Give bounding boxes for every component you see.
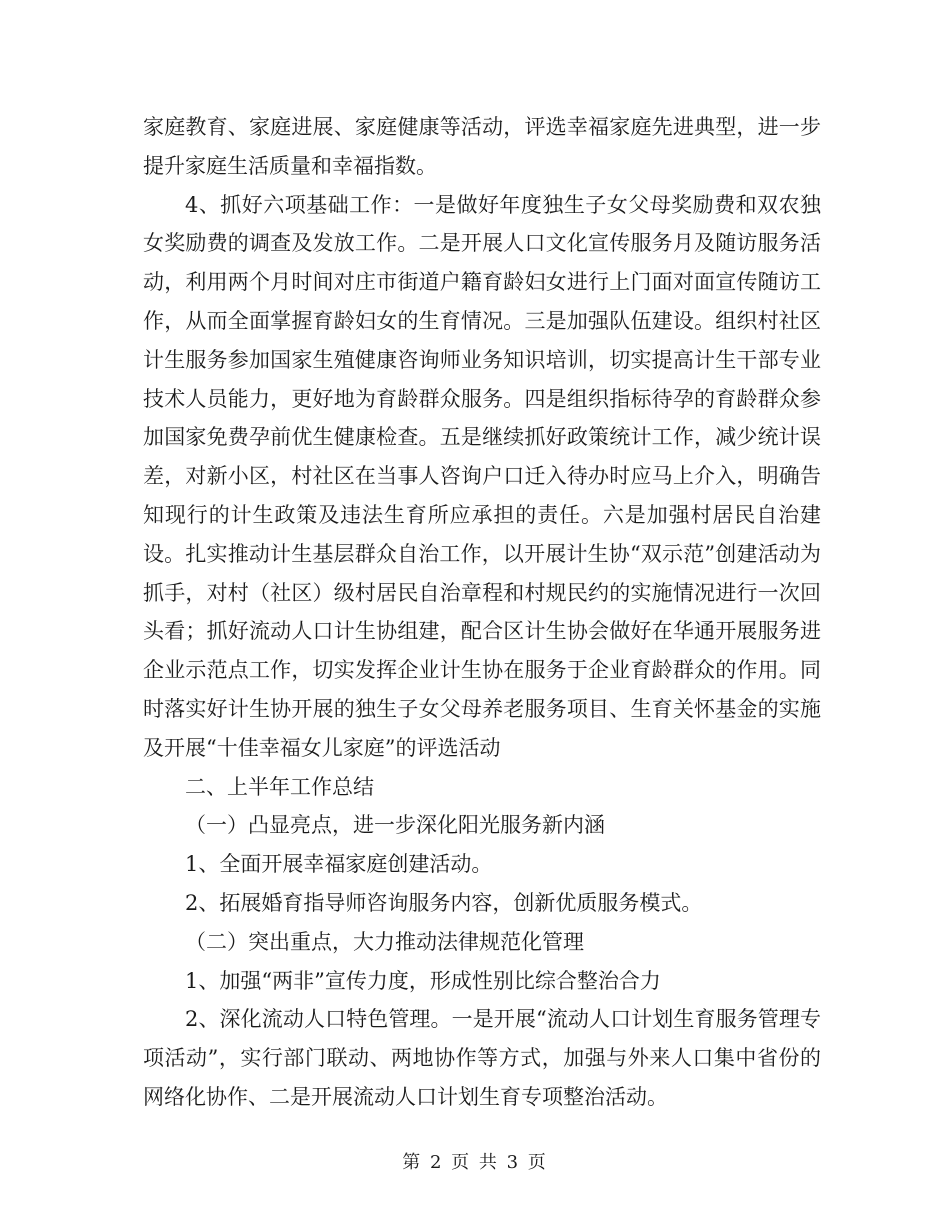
heading-half-year-summary: 二、上半年工作总结 [185,774,374,799]
list-item-happy-family: 1、全面开展幸福家庭创建活动。 [185,852,493,877]
list-item-floating-population: 2、深化流动人口特色管理。一是开展“流动人口计划生育服务管理专项活动”，实行部门联动、两地协作等方式，加强与外来人口集中省份的网络化协作、二是开展流动人口计划生育专项整治活动。 [143,1007,821,1109]
paragraph-family-activities: 家庭教育、家庭进展、家庭健康等活动，评选幸福家庭先进典型，进一步提升家庭生活质量和幸福指数。 [143,115,821,178]
document-body [143,108,821,1117]
list-item-marriage-counseling: 2、拓展婚育指导师咨询服务内容，创新优质服务模式。 [185,890,703,915]
list-item-two-non-publicity: 1、加强“两非”宣传力度，形成性别比综合整治合力 [185,968,661,993]
paragraph-six-basic-tasks: 4、抓好六项基础工作：一是做好年度独生子女父母奖励费和双农独女奖励费的调查及发放工作。二是开展人口文化宣传服务月及随访服务活动，利用两个月时间对庄市街道户籍育龄妇女进行上门面对面宣传随访工作，从而全面掌握育龄妇女的生育情况。三是加强队伍建设。组织村社区计生服务参加国家生殖健康咨询师业务知识培训，切实提高计生干部专业技术人员能力，更好地为育龄群众服务。四是组织指标待孕的育龄群众参加国家免费孕前优生健康检查。五是继续抓好政策统计工作，减少统计误差，对新小区，村社区在当事人咨询户口迁入待办时应马上介入，明确告知现行的计生政策及违法生育所应承担的责任。六是加强村居民自治建设。扎实推动计生基层群众自治工作，以开展计生协“双示范”创建活动为抓手，对村（社区）级村居民自治章程和村规民约的实施情况进行一次回头看；抓好流动人口计生协组建，配合区计生协会做好在华通开展服务进企业示范点工作，切实发挥企业计生协在服务于企业育龄群众的作用。同时落实好计生协开展的独生子女父母养老服务项目、生育关怀基金的实施及开展“十佳幸福女儿家庭”的评选活动 [143,192,821,760]
subheading-key-points: （二）突出重点，大力推动法律规范化管理 [185,929,584,954]
page-number-footer: 第 2 页 共 3 页 [402,1152,548,1173]
subheading-highlights: （一）凸显亮点，进一步深化阳光服务新内涵 [185,813,605,838]
